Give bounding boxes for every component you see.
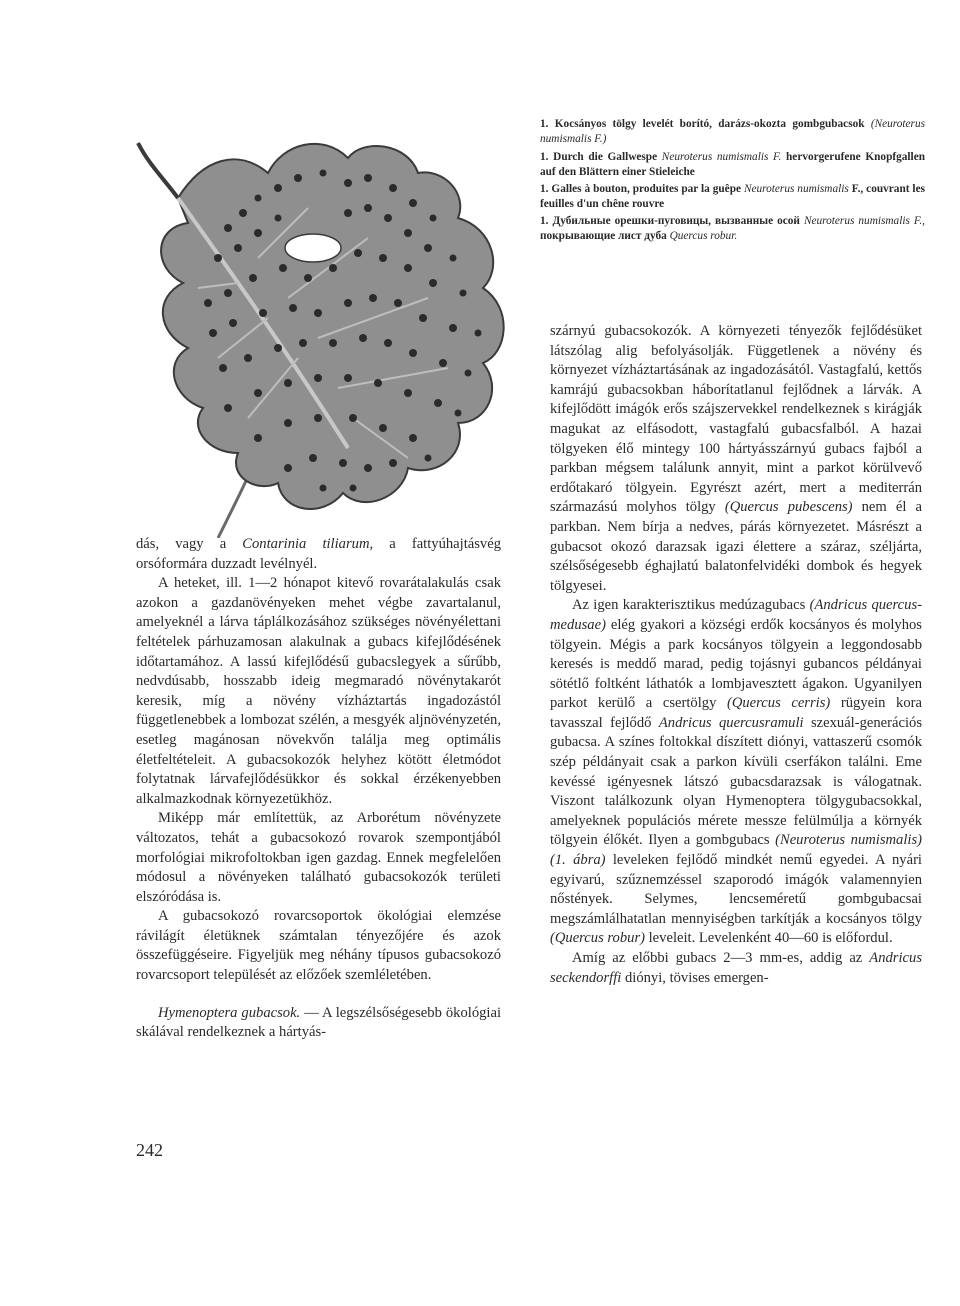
species-name: (Quercus robur) xyxy=(550,930,645,947)
text-run: — A legszélsőségesebb ökológiai skálával rendelkeznek a hártyás- xyxy=(136,1004,501,1041)
text-run: szárnyú gubacsokozók. A környezeti tényezők fejlődésüket látszólag alig befolyásolják. Függetlenek a növény és környezet vízháztartásának az ingadozásától. Vastagfalú, kettős kamrájú gubacsokban háborítatlanul fejlődnek a lárvák. A kifejlődött imágók erős szájszervekkel rendelkeznek s kirágják magukat az elfásodott, vastagfalú gubacsfalból. A hazai tölgyeken élő mintegy 100 hártyásszárnyú gubacs fajból a parkban mégsem találunk annyit, mint a parkot körülvevő erdőtakaró tölgyein. Egyrészt azért, mert a mediterrán származású molyhos tölgy xyxy=(550,323,922,516)
text-run: Az igen karakterisztikus medúzagubacs xyxy=(572,597,810,614)
caption-species: Quercus robur. xyxy=(666,229,738,242)
text-run: rügyein kora tavasszal fejlődő xyxy=(550,695,922,731)
page-number: 242 xyxy=(136,1140,163,1160)
section-heading: Hymenoptera gubacsok. xyxy=(158,1004,301,1021)
text-run: a fattyúhajtásvég orsóformára duzzadt levélnyél. xyxy=(136,536,501,572)
text-run: leveleit. Levelenként 40—60 is előfordul. xyxy=(644,930,893,947)
right-text-column xyxy=(550,322,922,988)
text-run: szexuál-generációs gubacsa. A színes foltokkal díszített diónyi, vattaszerű csomók szép példányait csak a parkon kívüli cserfákon találni. Eme kevéssé igényesnek látszó gubacsdarazsak is válogatnak. Viszont találkozunk olyan Hymenoptera tölgygubacsokkal, amelyeknek populációs mérete messze felülmúlja a környék tölgyein élőkét. Ilyen a gombgubacs xyxy=(550,714,922,849)
species-name: (Quercus cerris) xyxy=(726,695,831,712)
caption-species: Neuroterus numismalis xyxy=(741,183,849,195)
paragraph: Miképp már említettük, az Arborétum növényzete változatos, tehát a gubacsokozó rovarok szempontjából morfológiai mikrofoltokban igen gazdag. Ennek megfelelően módosul a növényeken található gubacsokozók területi elszóródása is. xyxy=(136,810,501,905)
text-run: diónyi, tövises emergen- xyxy=(621,969,769,986)
species-name: Andricus seckendorffi xyxy=(550,950,922,986)
caption-hungarian xyxy=(540,117,925,146)
paragraph xyxy=(136,535,501,574)
species-name: Contarinia tiliarum, xyxy=(242,536,374,552)
text-run: Amíg az előbbi gubacs 2—3 mm-es, addig az xyxy=(572,950,870,966)
text-run: nem él a parkban. Nem bírja a nedves, párás környezetet. Másrészt a gubacsot okozó darazsak igazi élettere a száraz, széljárta, szélsőségesebb éghajlatú balatonfelvidéki dombok és hegyek tölgyesei. xyxy=(550,499,922,594)
caption-text: покрывающие лист дуба xyxy=(540,229,667,242)
caption-text: 1. Дубильные орешки-пуговицы, вызванные осой xyxy=(540,215,800,227)
caption-russian xyxy=(540,214,925,243)
paragraph xyxy=(550,949,922,988)
paragraph: A gubacsokozó rovarcsoportok ökológiai elemzése rávilágít életüknek számtalan tényezőjére és azok összefüggéseire. Figyeljük meg néhány típusos gubacsokozó rovarcsoport települését az előzőek szemléletében. xyxy=(136,908,501,984)
caption-text: 1. Kocsányos tölgy levelét borító, darázs-okozta gombgubacsok xyxy=(540,118,865,130)
text-run: dás, vagy a xyxy=(136,536,243,552)
caption-german xyxy=(540,150,925,179)
caption-text: 1. Durch die Gallwespe xyxy=(540,151,658,163)
section-heading-paragraph xyxy=(136,1004,501,1043)
caption-species: Neuroterus numismalis xyxy=(799,215,910,227)
text-run: elég gyakori a községi erdők kocsányos és molyhos tölgyein. Mégis a park kocsányos tölgyein a leggondosabb keresés is meddő marad, pedig tojásnyi gubancos példányai sötétlő foltként láthatók a lombjavesztett ágakon. Ugyanilyen parkot kerülő a csertölgy xyxy=(550,616,922,712)
paragraph xyxy=(550,596,922,949)
caption-author: F., xyxy=(909,215,925,227)
species-name: (Andricus quercus-medusae) xyxy=(550,597,922,633)
species-name: Andricus quercusramuli xyxy=(658,714,804,731)
paragraph: A heteket, ill. 1—2 hónapot kitevő rovarátalakulás csak azokon a gazdanövényeken mehet végbe zavartalanul, amelyeknél a lárva táplálkozásához szükséges növényélettani feltételek párhuzamosan alakulnak a gubacs kifejlődésének időtartamához. A lassú kifejlődésű gubacslegyek a sűrűbb, nedvdúsabb, hosszabb ideig megmaradó növénytakarót keresik, míg a növény vízháztartás ingadozástól függetlenebbek a lombozat szélén, a mesgyék aljnövényzetén, esetleg magánosan növekvőn találja meg optimális életfeltételeit. A gubacsokozók helyhez kötött életmódot folytatnak lárvafejlődésükkor és sokkal érzékenyebben alkalmazkodnak környezetükhöz. xyxy=(136,575,501,807)
caption-french xyxy=(540,182,925,211)
caption-species: (Neuroterus numismalis F.) xyxy=(540,118,925,145)
caption-text: F., couvrant les feuilles d'un chêne rouvre xyxy=(540,183,925,210)
paragraph xyxy=(550,322,922,596)
caption-species: Neuroterus numismalis F. xyxy=(657,151,787,163)
text-run: leveleken fejlődő mindkét nemű egyedei. A nyári egyivarú, szűznemzéssel szaporodó imágók valamennyien nőstények. Selymes, lencseméretű gombgubacsai megszámlálhatatlan mennyiségben tarkítják a kocsányos tölgy xyxy=(550,852,922,927)
caption-text: hervorgerufene Knopfgallen auf den Blättern einer Stieleiche xyxy=(540,151,925,178)
caption-text: 1. Galles à bouton, produites par la guêpe xyxy=(540,183,741,195)
left-text-column xyxy=(136,535,501,1043)
species-name: (Quercus pubescens) xyxy=(724,499,853,516)
species-name: (Neuroterus numismalis) (1. ábra) xyxy=(550,832,922,869)
oak-leaf-gall-photo xyxy=(108,118,528,538)
